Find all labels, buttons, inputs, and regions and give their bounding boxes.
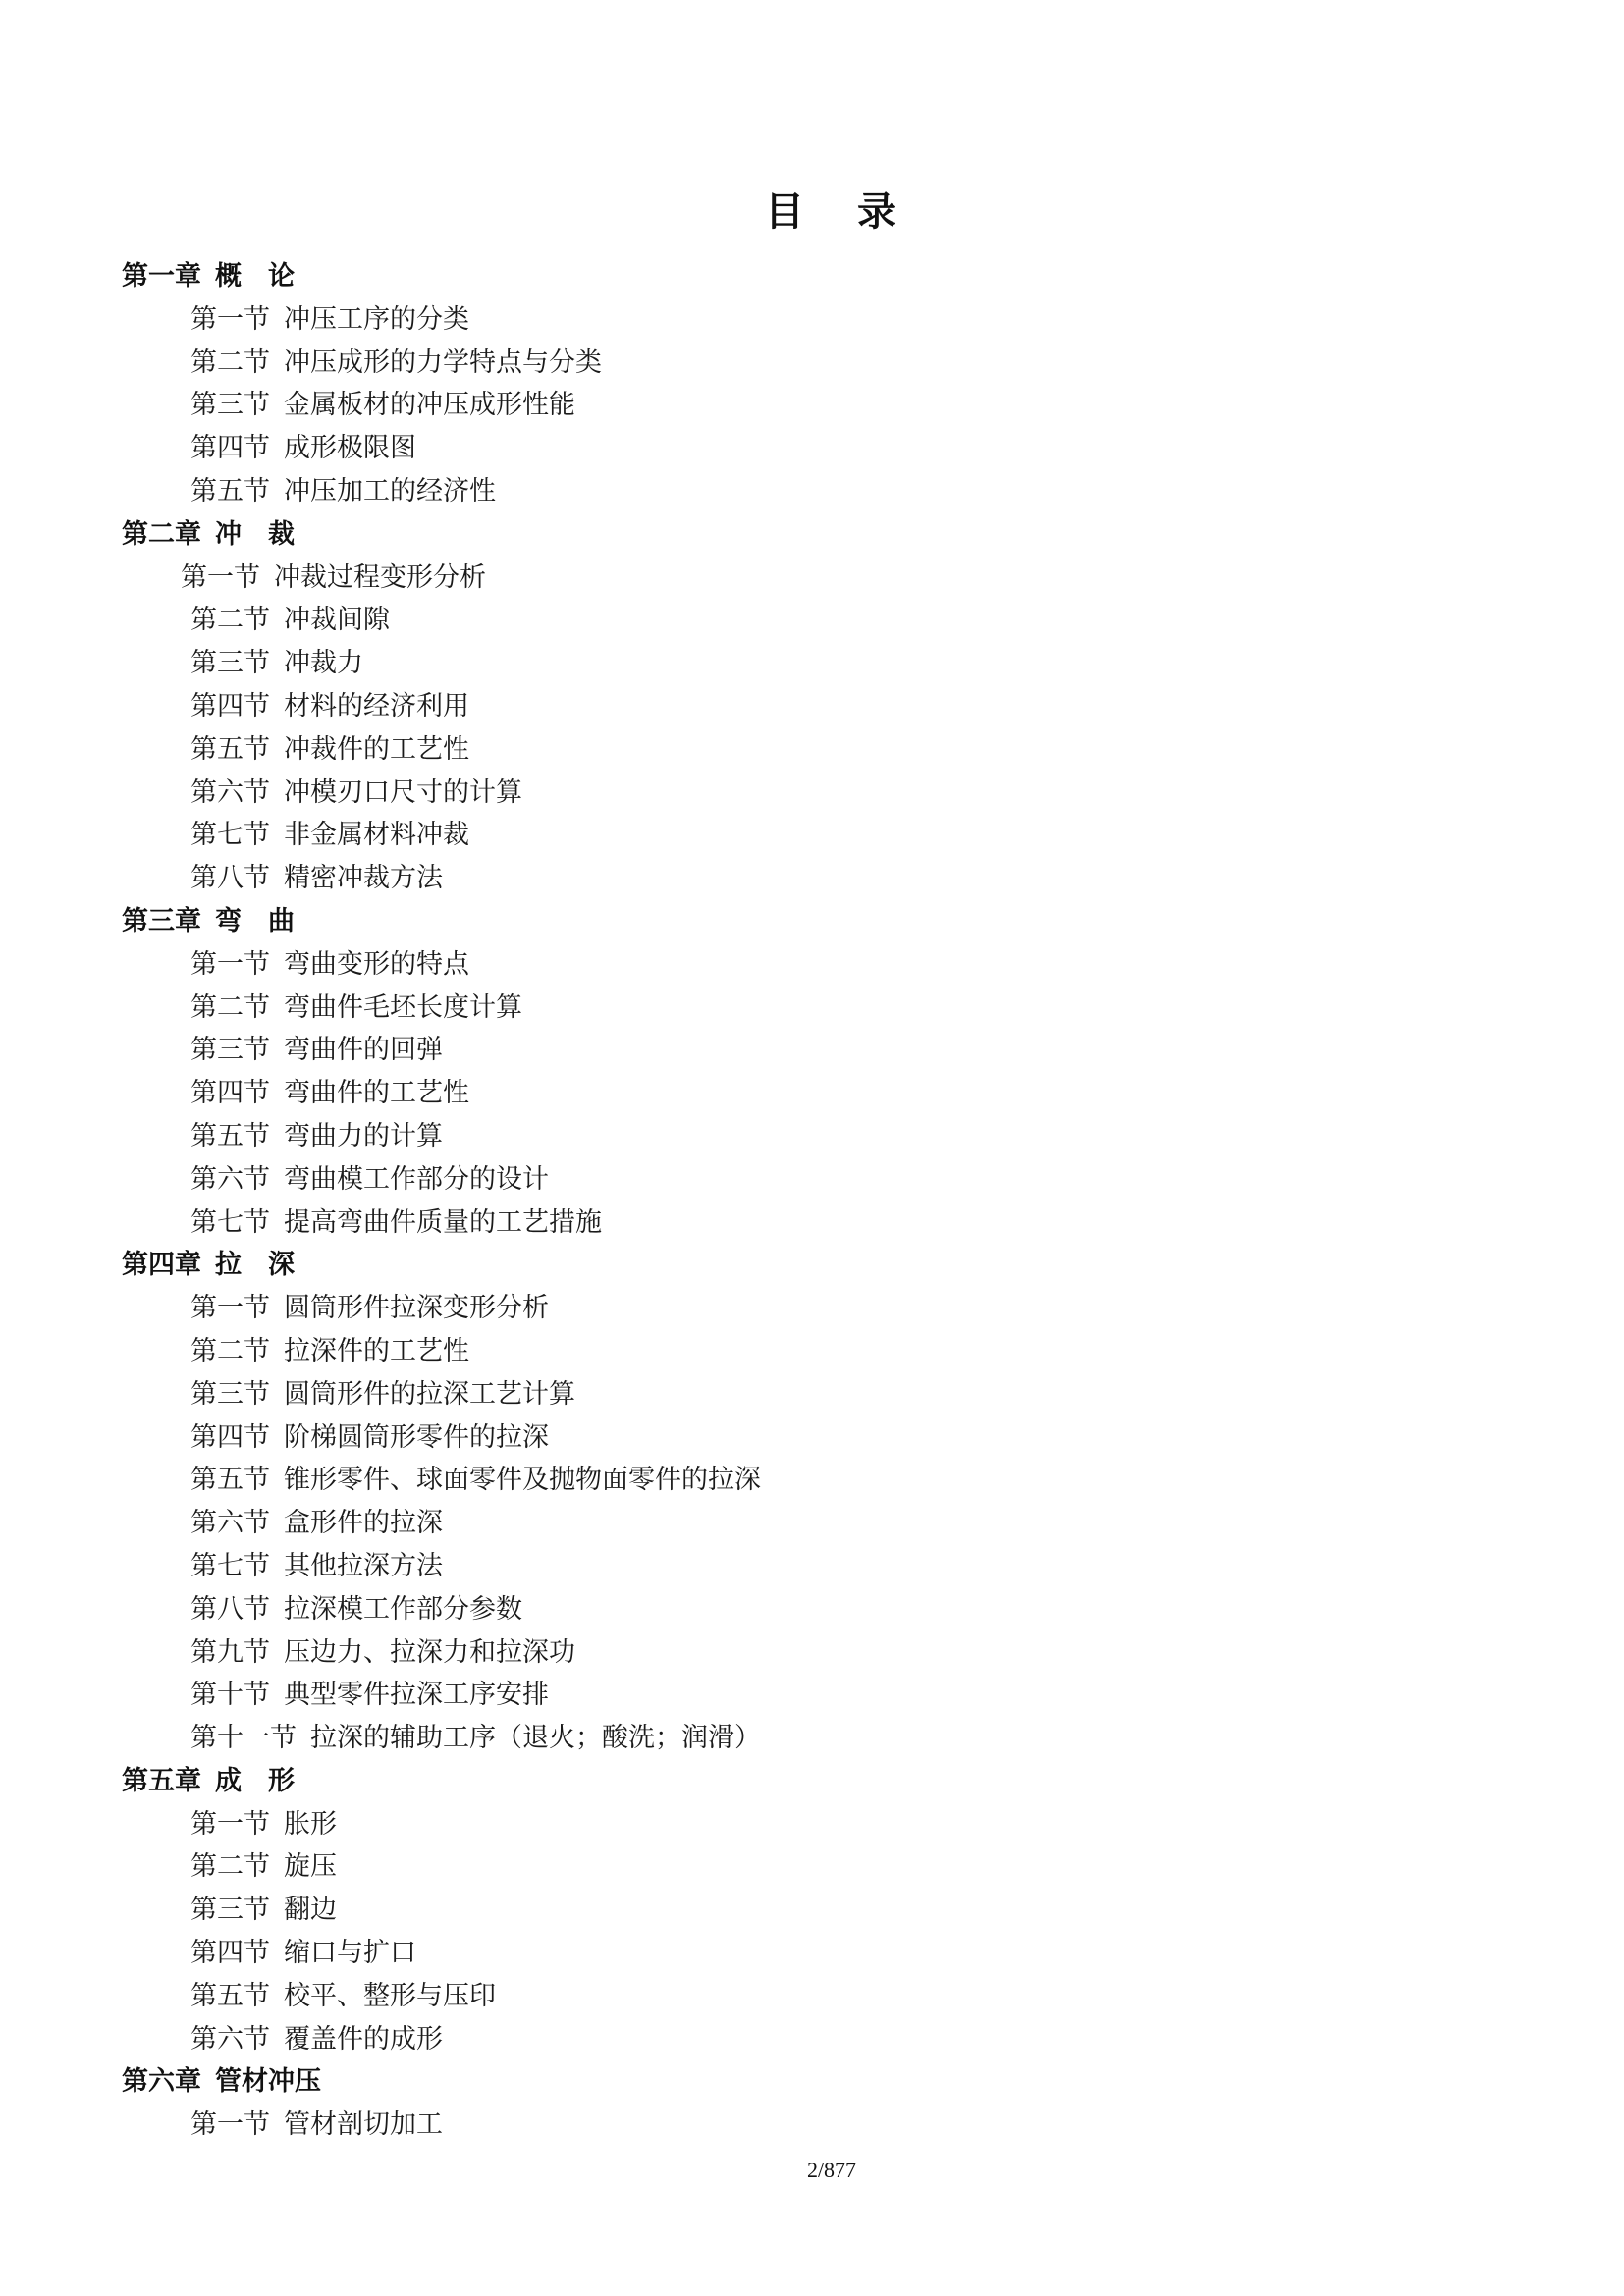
section-title: 拉深的辅助工序（退火；酸洗；润滑）: [310, 1723, 761, 1754]
section-number: 第五节: [190, 1980, 270, 2011]
toc-chapter-entry[interactable]: [0, 513, 1624, 557]
toc-section-entry[interactable]: [0, 1502, 1624, 1545]
section-number: 第七节: [190, 1206, 270, 1238]
section-title: 冲裁件的工艺性: [284, 733, 469, 765]
section-number: 第十节: [190, 1680, 270, 1711]
section-title: 覆盖件的成形: [284, 2023, 443, 2055]
section-number: 第四节: [190, 1421, 270, 1453]
section-number: 第一节: [190, 1293, 270, 1324]
toc-section-entry[interactable]: [0, 470, 1624, 513]
section-number: 第五节: [190, 733, 270, 765]
toc-chapter-entry[interactable]: [0, 1760, 1624, 1803]
toc-section-entry[interactable]: [0, 1201, 1624, 1245]
section-title: 冲压成形的力学特点与分类: [284, 347, 602, 378]
table-of-contents: [0, 255, 1624, 2147]
toc-section-entry[interactable]: [0, 1330, 1624, 1373]
toc-section-entry[interactable]: [0, 1545, 1624, 1588]
chapter-number: 第三章: [122, 905, 201, 936]
toc-section-entry[interactable]: [0, 814, 1624, 857]
section-number: 第五节: [190, 1465, 270, 1496]
section-number: 第二节: [190, 347, 270, 378]
toc-section-entry[interactable]: [0, 1631, 1624, 1675]
section-number: 第三节: [190, 648, 270, 679]
toc-chapter-entry[interactable]: [0, 900, 1624, 943]
section-number: 第二节: [190, 991, 270, 1023]
toc-section-entry[interactable]: [0, 384, 1624, 427]
toc-section-entry[interactable]: [0, 1717, 1624, 1760]
section-number: 第四节: [190, 433, 270, 464]
section-title: 校平、整形与压印: [284, 1980, 496, 2011]
section-title: 锥形零件、球面零件及抛物面零件的拉深: [284, 1465, 761, 1496]
chapter-number: 第二章: [122, 518, 201, 550]
section-title: 阶梯圆筒形零件的拉深: [284, 1421, 549, 1453]
toc-section-entry[interactable]: [0, 772, 1624, 815]
toc-chapter-entry[interactable]: [0, 2060, 1624, 2104]
section-title: 其他拉深方法: [284, 1550, 443, 1581]
section-number: 第一节: [190, 1808, 270, 1840]
section-title: 冲压工序的分类: [284, 303, 469, 335]
section-number: 第六节: [190, 1508, 270, 1539]
chapter-title: 概 论: [215, 261, 295, 292]
page-number: 2/877: [806, 2158, 857, 2182]
section-number: 第九节: [190, 1636, 270, 1668]
toc-section-entry[interactable]: [0, 728, 1624, 772]
section-number: 第八节: [190, 1593, 270, 1625]
toc-section-entry[interactable]: [0, 857, 1624, 900]
toc-section-entry[interactable]: [0, 1975, 1624, 2018]
section-title: 精密冲裁方法: [284, 863, 443, 894]
section-title: 弯曲力的计算: [284, 1120, 443, 1151]
section-title: 冲压加工的经济性: [284, 475, 496, 507]
toc-section-entry[interactable]: [0, 987, 1624, 1030]
chapter-title: 拉 深: [215, 1250, 295, 1281]
section-title: 弯曲变形的特点: [284, 948, 469, 980]
section-title: 弯曲件的回弹: [284, 1035, 443, 1066]
toc-section-entry[interactable]: [0, 1287, 1624, 1330]
toc-section-entry[interactable]: [0, 1803, 1624, 1846]
chapter-number: 第五章: [122, 1765, 201, 1796]
section-title: 冲裁过程变形分析: [274, 561, 486, 593]
section-title: 管材剖切加工: [284, 2109, 443, 2141]
toc-section-entry[interactable]: [0, 557, 1624, 600]
section-number: 第一节: [190, 2109, 270, 2141]
section-number: 第四节: [190, 1938, 270, 1969]
section-title: 拉深件的工艺性: [284, 1335, 469, 1366]
toc-section-entry[interactable]: [0, 599, 1624, 642]
section-number: 第七节: [190, 1550, 270, 1581]
toc-section-entry[interactable]: [0, 1029, 1624, 1072]
section-number: 第三节: [190, 1035, 270, 1066]
section-number: 第二节: [190, 1851, 270, 1883]
chapter-title: 冲 裁: [215, 518, 295, 550]
section-title: 材料的经济利用: [284, 690, 469, 721]
section-title: 冲裁间隙: [284, 605, 390, 636]
section-number: 第三节: [190, 1378, 270, 1410]
chapter-number: 第四章: [122, 1250, 201, 1281]
chapter-title: 管材冲压: [215, 2066, 321, 2098]
toc-section-entry[interactable]: [0, 1158, 1624, 1201]
section-number: 第二节: [190, 1335, 270, 1366]
toc-section-entry[interactable]: [0, 298, 1624, 342]
section-title: 盒形件的拉深: [284, 1508, 443, 1539]
toc-section-entry[interactable]: [0, 1373, 1624, 1416]
toc-section-entry[interactable]: [0, 943, 1624, 987]
toc-chapter-entry[interactable]: [0, 1244, 1624, 1287]
section-number: 第六节: [190, 2023, 270, 2055]
section-number: 第六节: [190, 776, 270, 808]
toc-section-entry[interactable]: [0, 1115, 1624, 1158]
chapter-title: 成 形: [215, 1765, 295, 1796]
section-title: 旋压: [284, 1851, 337, 1883]
chapter-title: 弯 曲: [215, 905, 295, 936]
page-title: [0, 188, 1624, 236]
section-title: 金属板材的冲压成形性能: [284, 390, 575, 421]
section-number: 第四节: [190, 690, 270, 721]
toc-section-entry[interactable]: [0, 1889, 1624, 1932]
toc-section-entry[interactable]: [0, 642, 1624, 685]
section-title: 弯曲模工作部分的设计: [284, 1163, 549, 1195]
toc-section-entry[interactable]: [0, 2018, 1624, 2061]
section-title: 拉深模工作部分参数: [284, 1593, 522, 1625]
section-number: 第一节: [190, 303, 270, 335]
section-number: 第三节: [190, 390, 270, 421]
toc-section-entry[interactable]: [0, 1588, 1624, 1631]
section-title: 弯曲件的工艺性: [284, 1078, 469, 1109]
section-number: 第八节: [190, 863, 270, 894]
section-title: 压边力、拉深力和拉深功: [284, 1636, 575, 1668]
section-title: 成形极限图: [284, 433, 416, 464]
toc-section-entry[interactable]: [0, 685, 1624, 728]
section-title: 翻边: [284, 1895, 337, 1926]
page-title-char-2: 录: [857, 189, 898, 235]
toc-section-entry[interactable]: [0, 1674, 1624, 1717]
section-number: 第一节: [181, 561, 260, 593]
toc-section-entry[interactable]: [0, 427, 1624, 470]
section-number: 第七节: [190, 820, 270, 851]
section-title: 圆筒形件拉深变形分析: [284, 1293, 549, 1324]
section-title: 圆筒形件的拉深工艺计算: [284, 1378, 575, 1410]
section-number: 第二节: [190, 605, 270, 636]
toc-section-entry[interactable]: [0, 1416, 1624, 1460]
toc-section-entry[interactable]: [0, 1845, 1624, 1889]
section-number: 第十一节: [190, 1723, 297, 1754]
toc-section-entry[interactable]: [0, 1072, 1624, 1115]
section-title: 典型零件拉深工序安排: [284, 1680, 549, 1711]
toc-section-entry[interactable]: [0, 1459, 1624, 1502]
section-title: 弯曲件毛坯长度计算: [284, 991, 522, 1023]
section-number: 第三节: [190, 1895, 270, 1926]
page-title-char-1: 目: [765, 189, 806, 235]
toc-section-entry[interactable]: [0, 2104, 1624, 2147]
toc-section-entry[interactable]: [0, 342, 1624, 385]
section-number: 第五节: [190, 475, 270, 507]
section-title: 冲模刃口尺寸的计算: [284, 776, 522, 808]
chapter-number: 第六章: [122, 2066, 201, 2098]
section-title: 缩口与扩口: [284, 1938, 416, 1969]
toc-chapter-entry[interactable]: [0, 255, 1624, 298]
section-title: 非金属材料冲裁: [284, 820, 469, 851]
section-number: 第一节: [190, 948, 270, 980]
section-title: 提高弯曲件质量的工艺措施: [284, 1206, 602, 1238]
chapter-number: 第一章: [122, 261, 201, 292]
section-title: 冲裁力: [284, 648, 363, 679]
toc-section-entry[interactable]: [0, 1932, 1624, 1975]
section-number: 第六节: [190, 1163, 270, 1195]
section-title: 胀形: [284, 1808, 337, 1840]
section-number: 第五节: [190, 1120, 270, 1151]
section-number: 第四节: [190, 1078, 270, 1109]
